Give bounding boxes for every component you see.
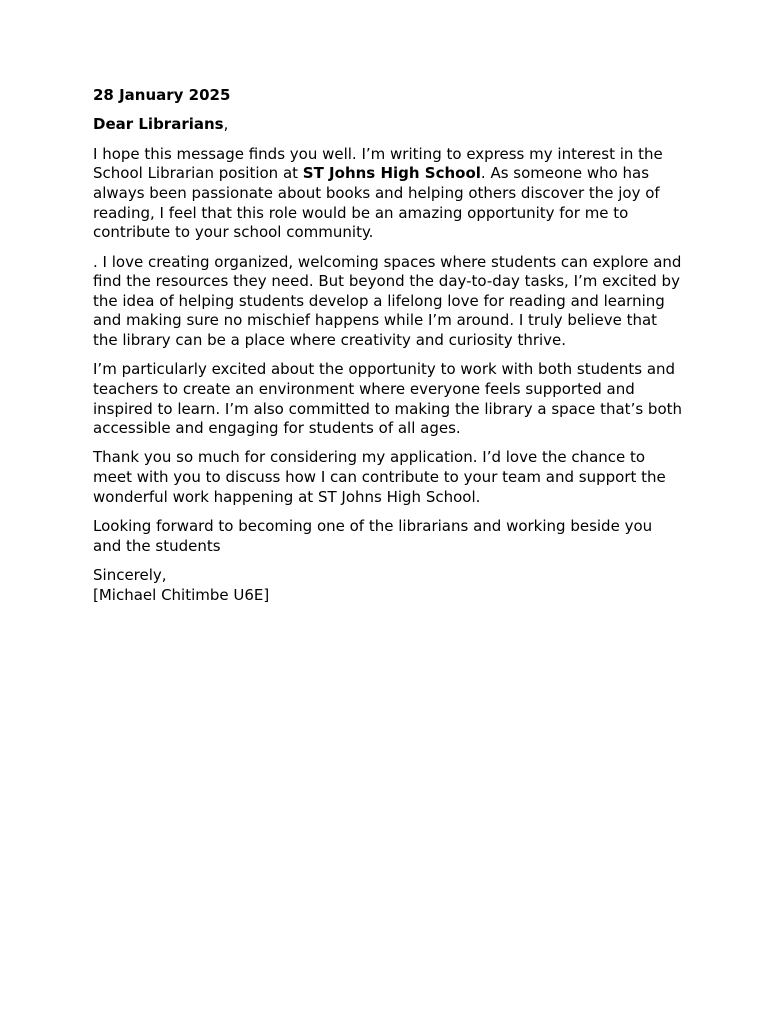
paragraph-skills: . I love creating organized, welcoming spaces where students can explore and find the resources they need. But beyond the day-to-day tasks, I’m excited by the idea of helping students develop a lifelong love for reading and learning and making sure no mischief happens while I’m around. I truly believe that the library can be a place where creativity and curiosity thrive.: [93, 252, 682, 349]
paragraph-intro-before: I hope this message finds you well. I’m writing to express my interest in the School Librarian position at: [93, 144, 663, 183]
salutation-punct: ,: [223, 115, 229, 134]
paragraph-intro-after: . As someone who has always been passionate about books and helping others discover the joy of reading, I feel that this role would be an amazing opportunity for me to contribute to your school community.: [93, 164, 660, 242]
signature: [Michael Chitimbe U6E]: [93, 585, 270, 604]
closing-word: Sincerely,: [93, 566, 167, 585]
salutation: [93, 115, 683, 135]
salutation-greeting: Dear Librarians: [93, 115, 224, 134]
school-name: ST Johns High School: [302, 164, 481, 183]
paragraph-closing-remark: Looking forward to becoming one of the librarians and working beside you and the students: [93, 517, 653, 555]
paragraph-collaboration: I’m particularly excited about the opportunity to work with both students and teachers to create an environment where everyone feels supported and inspired to learn. I’m also committed to making the library a space that’s both accessible and engaging for students of all ages.: [93, 360, 683, 438]
sign-off: [93, 566, 683, 605]
paragraph-thanks: Thank you so much for considering my application. I’d love the chance to meet with you to discuss how I can contribute to your team and support the wonderful work happening at ST Johns High School.: [93, 448, 666, 506]
letter-page: [93, 86, 683, 615]
paragraph-intro: [93, 145, 683, 243]
letter-date: 28 January 2025: [93, 86, 231, 104]
